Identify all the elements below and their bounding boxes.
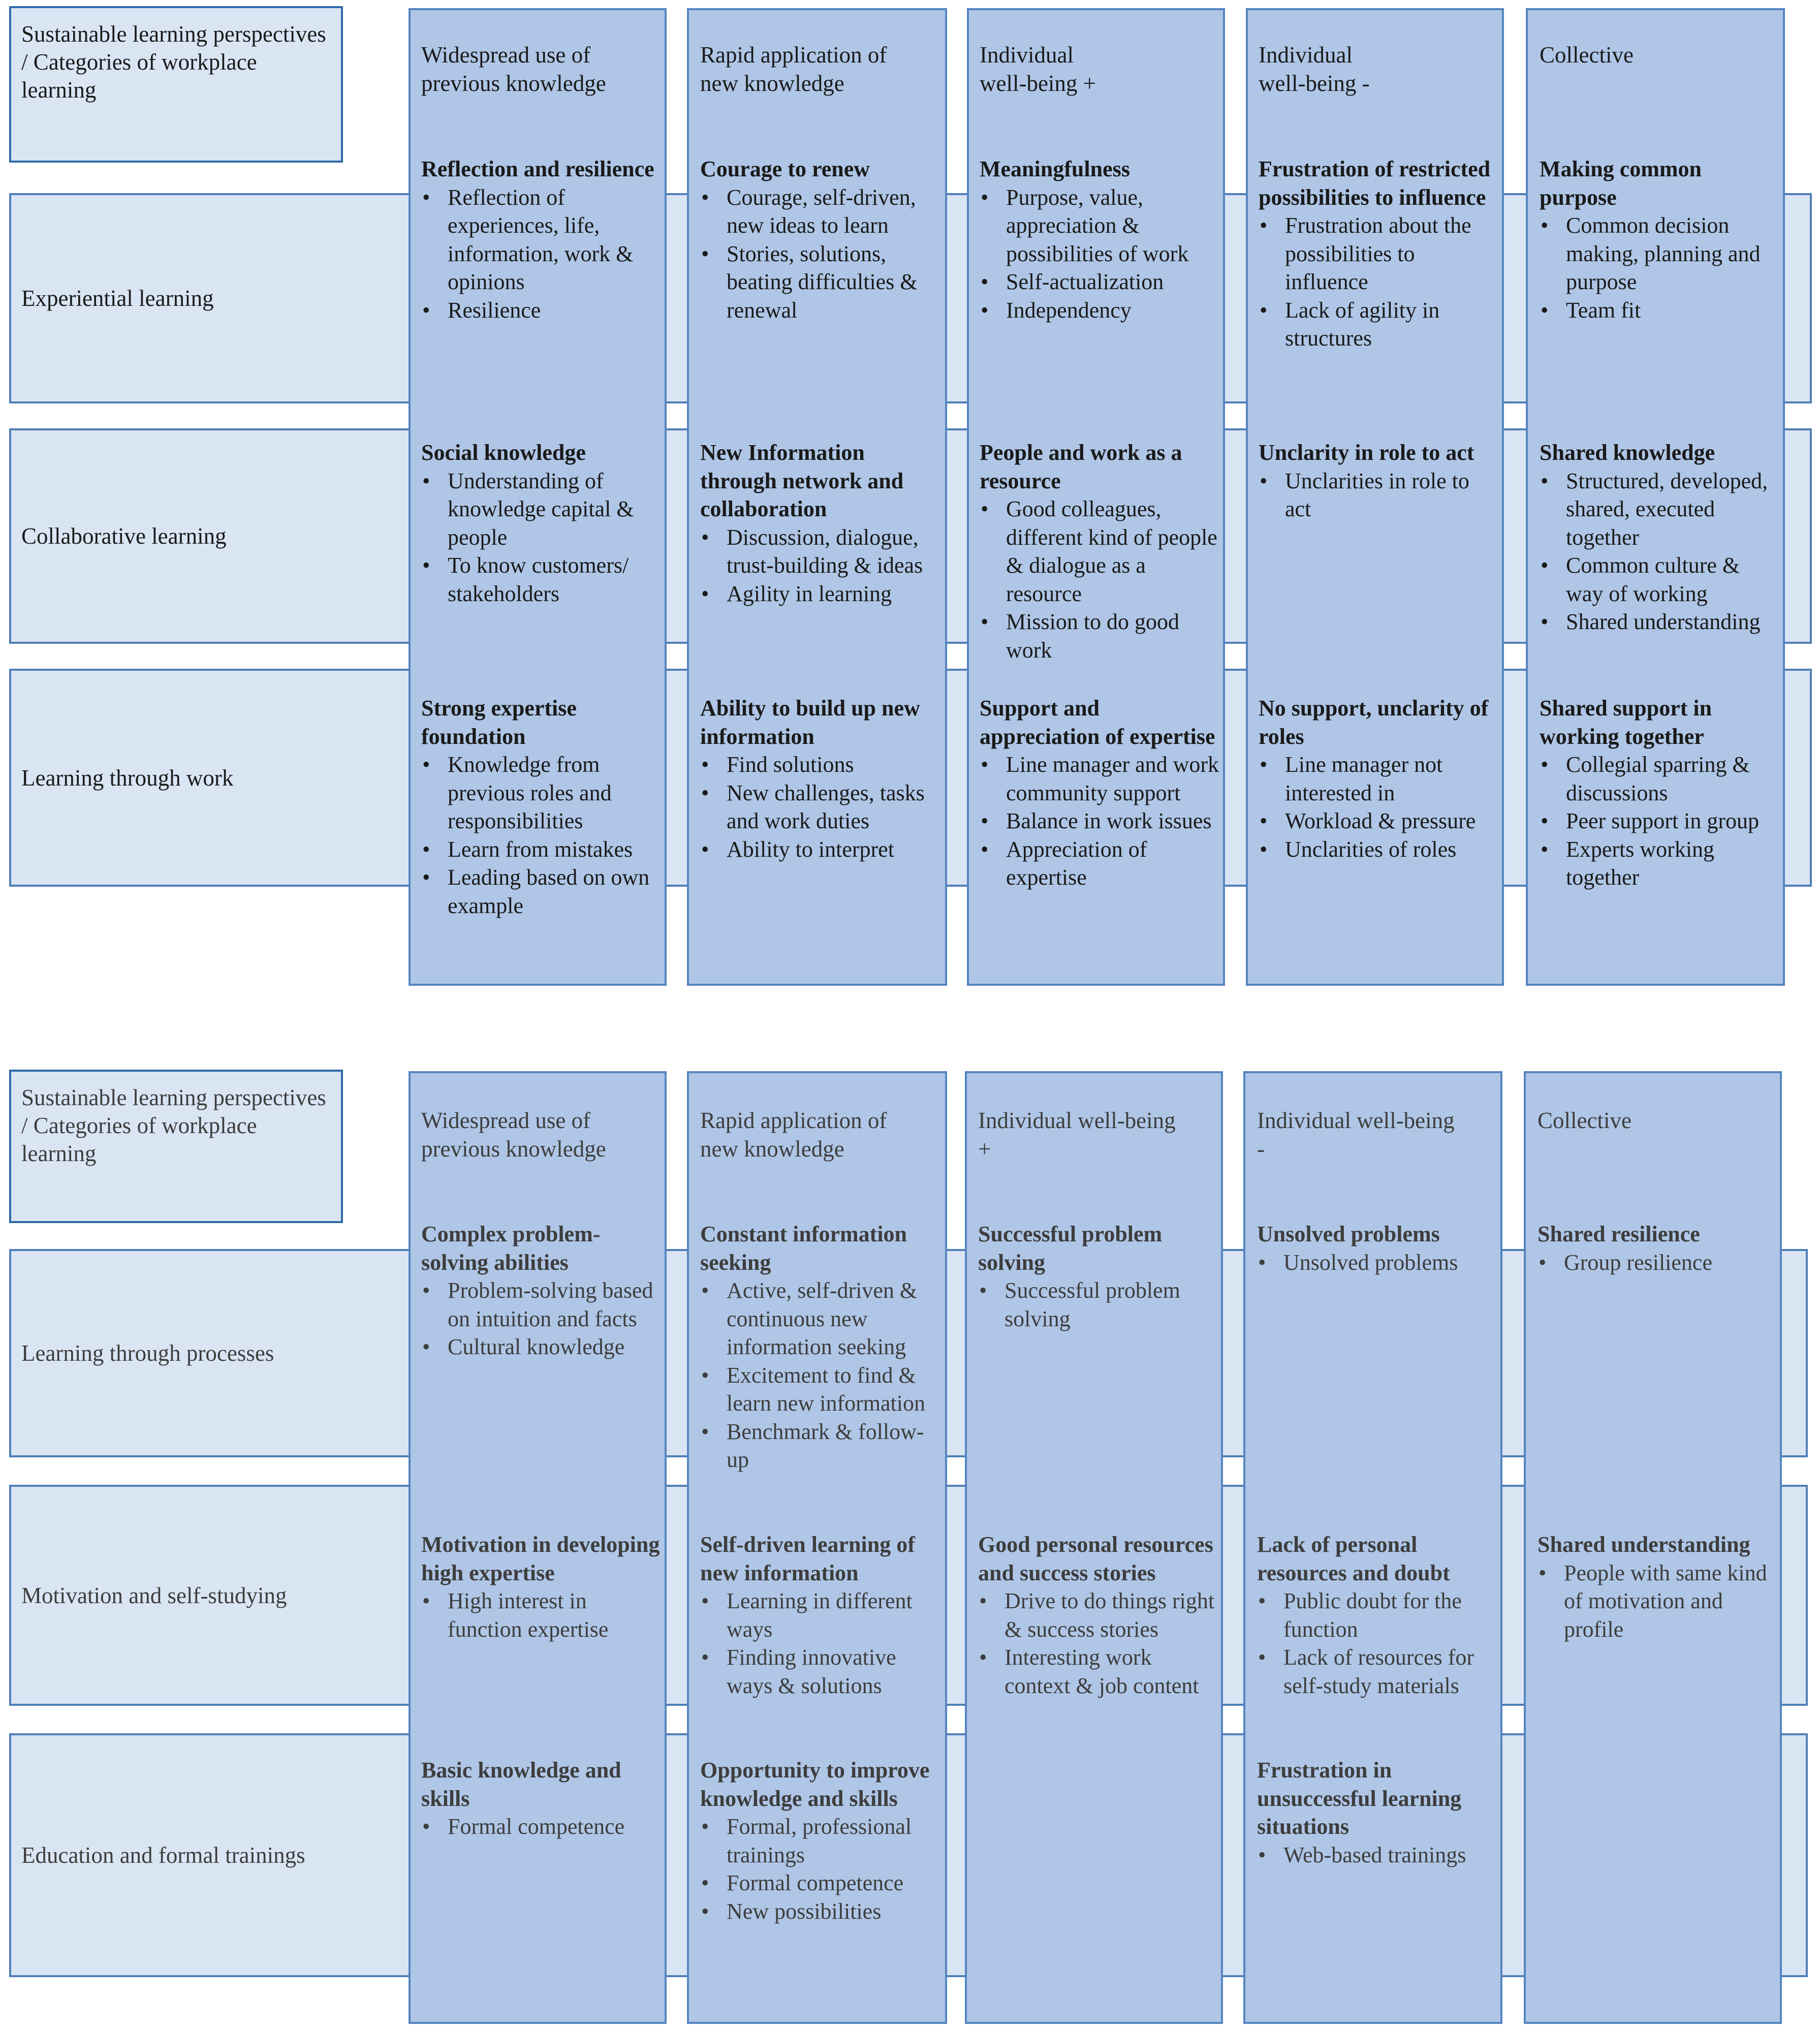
cell-title: Successful problem solving (978, 1222, 1163, 1275)
table-cell (1540, 694, 1781, 892)
cell-list (700, 183, 943, 325)
table-cell (421, 1756, 662, 1841)
cell-list (421, 467, 662, 608)
column-header: Collective (1540, 42, 1634, 68)
cell-list (700, 1276, 943, 1474)
row-label-learning-through-work: Learning through work (21, 765, 234, 791)
cell-title: Social knowledge (421, 440, 586, 465)
list-item: • Structured, developed, shared, executed together (1540, 467, 1781, 552)
list-item: • Shared understanding (1540, 608, 1781, 636)
cell-list (700, 1813, 943, 1925)
list-item: • Purpose, value, appreciation & possibilities of work (980, 183, 1220, 268)
list-item: • Experts working together (1540, 835, 1781, 892)
list-item: • Collegial sparring & discussions (1540, 751, 1781, 807)
list-item: • Line manager not interested in (1259, 751, 1499, 807)
list-item: • Good colleagues, different kind of people & dialogue as a resource (980, 495, 1220, 608)
row-label-motivation: Motivation and self-studying (21, 1582, 287, 1608)
list-item: • Web-based trainings (1257, 1841, 1499, 1869)
cell-list (978, 1276, 1219, 1333)
list-item: • Find solutions (700, 751, 943, 779)
table-cell (421, 694, 662, 920)
cell-title: Complex problem-solving abilities (421, 1222, 601, 1275)
cell-title: Unsolved problems (1257, 1222, 1440, 1246)
cell-list (700, 1587, 943, 1700)
list-item: • Drive to do things right & success stories (978, 1587, 1219, 1643)
list-item: • Lack of resources for self-study materials (1257, 1643, 1499, 1700)
list-item: • To know customers/ stakeholders (421, 551, 662, 608)
list-item: • Successful problem solving (978, 1276, 1219, 1333)
cell-title: No support, unclarity of roles (1259, 696, 1489, 749)
cell-list (1259, 751, 1499, 863)
cell-title: Constant information seeking (700, 1222, 907, 1275)
column-header: Individual well-being - (1259, 42, 1370, 96)
cell-list (421, 1587, 662, 1643)
table-cell (421, 155, 662, 324)
table-cell (700, 439, 943, 608)
cell-list (1540, 467, 1781, 636)
list-item: • Finding innovative ways & solutions (700, 1643, 943, 1700)
list-item: • New challenges, tasks and work duties (700, 779, 943, 835)
list-item: • Learning in different ways (700, 1587, 943, 1643)
table-cell (421, 1531, 662, 1643)
column-header: Widespread use of previous knowledge (421, 42, 606, 96)
list-item: • Team fit (1540, 296, 1781, 325)
table-cell (1540, 439, 1781, 636)
cell-title: Reflection and resilience (421, 157, 654, 181)
list-item: • Balance in work issues (980, 807, 1220, 835)
list-item: • Problem-solving based on intuition and facts (421, 1276, 662, 1333)
cell-title: Self-driven learning of new information (700, 1532, 915, 1585)
table-cell (700, 155, 943, 324)
cell-list (700, 523, 943, 608)
row-label-learning-through-processes: Learning through processes (21, 1340, 274, 1366)
cell-title: Support and appreciation of expertise (980, 696, 1215, 749)
cell-title: Shared knowledge (1540, 440, 1715, 465)
list-item: • Public doubt for the function (1257, 1587, 1499, 1643)
cell-title: Shared understanding (1537, 1532, 1750, 1557)
table-cell (1540, 155, 1781, 324)
list-item: • Discussion, dialogue, trust-building & ideas (700, 523, 943, 580)
column-header: Individual well-being + (980, 42, 1096, 96)
list-item: • Ability to interpret (700, 835, 943, 864)
list-item: • Excitement to find & learn new information (700, 1361, 943, 1418)
cell-title: Good personal resources and success stories (978, 1532, 1213, 1585)
list-item: • Appreciation of expertise (980, 835, 1220, 892)
list-item: • Resilience (421, 296, 662, 325)
list-item: • Active, self-driven & continuous new information seeking (700, 1276, 943, 1361)
table-cell (980, 155, 1220, 324)
table-cell (421, 439, 662, 608)
cell-list (421, 751, 662, 920)
row-label-collaborative: Collaborative learning (21, 523, 227, 549)
corner-label: Sustainable learning perspectives / Categories of workplace learning (9, 1070, 343, 1223)
table-cell (1257, 1756, 1499, 1869)
row-label-education: Education and formal trainings (21, 1843, 305, 1868)
list-item: • Benchmark & follow-up (700, 1418, 943, 1474)
table-cell (700, 1531, 943, 1700)
cell-list (1537, 1559, 1778, 1644)
cell-title: Making common purpose (1540, 157, 1702, 210)
cell-list (1259, 467, 1499, 523)
cell-title: Frustration of restricted possibilities to influence (1259, 157, 1491, 210)
corner-label: Sustainable learning perspectives / Categories of workplace learning (9, 6, 343, 163)
table-cell (1259, 439, 1499, 523)
list-item: • Understanding of knowledge capital & people (421, 467, 662, 552)
list-item: • Reflection of experiences, life, information, work & opinions (421, 183, 662, 296)
list-item: • Formal, professional trainings (700, 1813, 943, 1869)
column-header: Rapid application of new knowledge (700, 42, 887, 96)
list-item: • Courage, self-driven, new ideas to learn (700, 183, 943, 240)
cell-title: Meaningfulness (980, 157, 1130, 181)
list-item: • New possibilities (700, 1897, 943, 1926)
cell-title: Motivation in developing high expertise (421, 1532, 660, 1585)
cell-list (1540, 751, 1781, 892)
table-cell (980, 694, 1220, 892)
list-item: • Unclarities of roles (1259, 835, 1499, 864)
list-item: • Stories, solutions, beating difficulties & renewal (700, 240, 943, 325)
cell-list (1259, 211, 1499, 353)
list-item: • Workload & pressure (1259, 807, 1499, 835)
list-item: • Interesting work context & job content (978, 1643, 1219, 1700)
cell-title: Unclarity in role to act (1259, 440, 1474, 465)
list-item: • Common decision making, planning and purpose (1540, 211, 1781, 296)
cell-list (421, 1813, 662, 1841)
list-item: • People with same kind of motivation and profile (1537, 1559, 1778, 1644)
column-header: Rapid application of new knowledge (700, 1108, 887, 1162)
table-cell (1259, 694, 1499, 863)
list-item: • Learn from mistakes (421, 835, 662, 864)
column-header: Individual well-being + (978, 1108, 1176, 1162)
list-item: • Self-actualization (980, 268, 1220, 296)
list-item: • Common culture & way of working (1540, 551, 1781, 608)
list-item: • Formal competence (421, 1813, 662, 1841)
cell-title: Lack of personal resources and doubt (1257, 1532, 1450, 1585)
cell-list (980, 495, 1220, 664)
table-cell (1257, 1531, 1499, 1700)
cell-title: Frustration in unsuccessful learning situations (1257, 1758, 1462, 1839)
cell-list (1257, 1248, 1499, 1277)
cell-title: Strong expertise foundation (421, 696, 577, 749)
list-item: • Peer support in group (1540, 807, 1781, 835)
table-cell (700, 1756, 943, 1925)
table-cell (1537, 1531, 1778, 1643)
list-item: • High interest in function expertise (421, 1587, 662, 1643)
table-cell (700, 1220, 943, 1474)
column-header: Widespread use of previous knowledge (421, 1108, 606, 1162)
cell-list (421, 1276, 662, 1361)
table-cell (1259, 155, 1499, 353)
list-item: • Cultural knowledge (421, 1333, 662, 1361)
cell-title: Courage to renew (700, 157, 870, 181)
row-label-experiential: Experiential learning (21, 286, 214, 311)
list-item: • Frustration about the possibilities to influence (1259, 211, 1499, 296)
cell-list (700, 751, 943, 863)
cell-list (421, 183, 662, 325)
list-item: • Mission to do good work (980, 608, 1220, 664)
column-header: Collective (1537, 1108, 1631, 1133)
table-cell (978, 1531, 1219, 1700)
cell-title: Shared resilience (1537, 1222, 1700, 1246)
cell-title: New Information through network and collaboration (700, 440, 904, 521)
table-cell (700, 694, 943, 863)
list-item: • Agility in learning (700, 580, 943, 608)
list-item: • Group resilience (1537, 1248, 1778, 1277)
cell-title: Ability to build up new information (700, 696, 920, 749)
table-cell (421, 1220, 662, 1361)
cell-title: Opportunity to improve knowledge and skills (700, 1758, 930, 1811)
list-item: • Knowledge from previous roles and responsibilities (421, 751, 662, 835)
cell-list (980, 183, 1220, 325)
cell-title: Basic knowledge and skills (421, 1758, 621, 1811)
list-item: • Lack of agility in structures (1259, 296, 1499, 353)
column-header: Individual well-being - (1257, 1108, 1455, 1162)
list-item: • Line manager and work community support (980, 751, 1220, 807)
cell-list (1257, 1587, 1499, 1700)
cell-list (978, 1587, 1219, 1700)
cell-list (1257, 1841, 1499, 1869)
list-item: • Unclarities in role to act (1259, 467, 1499, 523)
cell-list (1537, 1248, 1778, 1277)
cell-title: Shared support in working together (1540, 696, 1712, 749)
list-item: • Leading based on own example (421, 863, 662, 920)
cell-list (980, 751, 1220, 892)
table-cell (1537, 1220, 1778, 1276)
list-item: • Formal competence (700, 1869, 943, 1897)
list-item: • Unsolved problems (1257, 1248, 1499, 1277)
cell-list (1540, 211, 1781, 324)
table-cell (978, 1220, 1219, 1333)
table-cell (980, 439, 1220, 664)
cell-title: People and work as a resource (980, 440, 1182, 493)
list-item: • Independency (980, 296, 1220, 325)
table-cell (1257, 1220, 1499, 1276)
